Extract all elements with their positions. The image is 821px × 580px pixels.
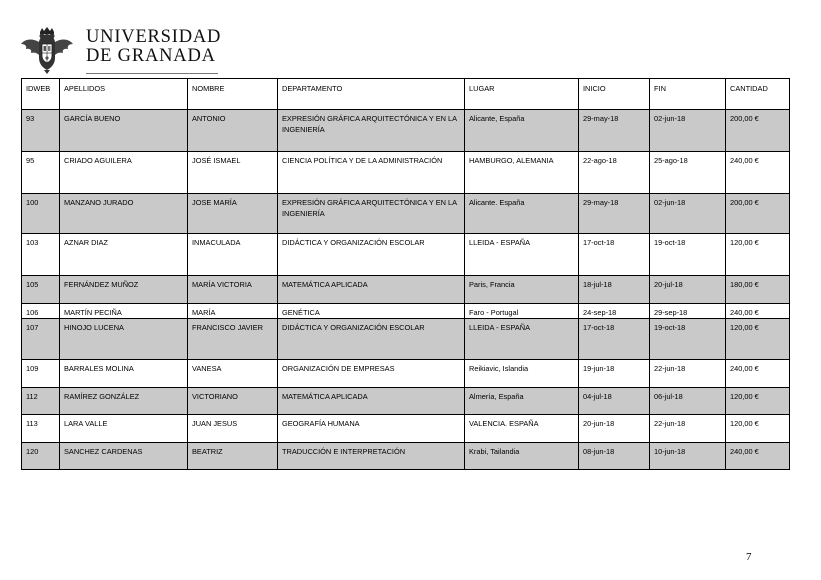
cell-inicio: 17-oct-18: [579, 319, 650, 360]
cell-apellidos: HINOJO LUCENA: [60, 319, 188, 360]
cell-inicio: 20-jun-18: [579, 415, 650, 443]
column-header-cantidad: CANTIDAD: [726, 79, 790, 110]
cell-inicio: 29-may-18: [579, 194, 650, 234]
cell-lugar: HAMBURGO, ALEMANIA: [465, 152, 579, 194]
cell-cantidad: 200,00 €: [726, 110, 790, 152]
cell-nombre: VICTORIANO: [188, 388, 278, 415]
cell-fin: 06-jul-18: [650, 388, 726, 415]
cell-idweb: 109: [22, 360, 60, 388]
table-row: [22, 152, 790, 194]
university-name-line1: UNIVERSIDAD: [86, 27, 222, 47]
cell-apellidos: AZNAR DIAZ: [60, 234, 188, 276]
cell-idweb: 103: [22, 234, 60, 276]
column-header-fin: FIN: [650, 79, 726, 110]
cell-nombre: MARÍA: [188, 304, 278, 319]
cell-inicio: 24-sep-18: [579, 304, 650, 319]
table-row: [22, 443, 790, 470]
university-header: [18, 22, 222, 78]
cell-fin: 19-oct-18: [650, 319, 726, 360]
cell-apellidos: MARTÍN PECIÑA: [60, 304, 188, 319]
column-header-nombre: NOMBRE: [188, 79, 278, 110]
cell-inicio: 22-ago-18: [579, 152, 650, 194]
cell-cantidad: 200,00 €: [726, 194, 790, 234]
column-header-departamento: DEPARTAMENTO: [278, 79, 465, 110]
cell-departamento: EXPRESIÓN GRÁFICA ARQUITECTÓNICA Y EN LA INGENIERÍA: [278, 194, 465, 234]
cell-departamento: CIENCIA POLÍTICA Y DE LA ADMINISTRACIÓN: [278, 152, 465, 194]
cell-nombre: ANTONIO: [188, 110, 278, 152]
cell-cantidad: 240,00 €: [726, 360, 790, 388]
cell-lugar: VALENCIA. ESPAÑA: [465, 415, 579, 443]
cell-departamento: DIDÁCTICA Y ORGANIZACIÓN ESCOLAR: [278, 234, 465, 276]
cell-fin: 02-jun-18: [650, 110, 726, 152]
cell-idweb: 113: [22, 415, 60, 443]
column-header-idweb: IDWEB: [22, 79, 60, 110]
column-header-apellidos: APELLIDOS: [60, 79, 188, 110]
cell-lugar: Faro - Portugal: [465, 304, 579, 319]
cell-departamento: GENÉTICA: [278, 304, 465, 319]
table-row: [22, 194, 790, 234]
cell-nombre: JOSE MARÍA: [188, 194, 278, 234]
table-row: [22, 110, 790, 152]
table-header-row: [22, 79, 790, 110]
cell-fin: 25-ago-18: [650, 152, 726, 194]
table-row: [22, 319, 790, 360]
cell-departamento: MATEMÁTICA APLICADA: [278, 276, 465, 304]
cell-idweb: 93: [22, 110, 60, 152]
table-row: [22, 304, 790, 319]
cell-cantidad: 120,00 €: [726, 388, 790, 415]
grants-table: [21, 78, 790, 470]
cell-idweb: 95: [22, 152, 60, 194]
cell-nombre: JOSÉ ISMAEL: [188, 152, 278, 194]
cell-apellidos: CRIADO AGUILERA: [60, 152, 188, 194]
cell-lugar: Krabi, Tailandia: [465, 443, 579, 470]
table-row: [22, 415, 790, 443]
cell-fin: 22-jun-18: [650, 360, 726, 388]
table-row: [22, 276, 790, 304]
cell-nombre: MARÍA VICTORIA: [188, 276, 278, 304]
cell-apellidos: MANZANO JURADO: [60, 194, 188, 234]
table-row: [22, 360, 790, 388]
cell-cantidad: 240,00 €: [726, 152, 790, 194]
table-row: [22, 388, 790, 415]
cell-cantidad: 120,00 €: [726, 415, 790, 443]
cell-departamento: EXPRESIÓN GRÁFICA ARQUITECTÓNICA Y EN LA INGENIERÍA: [278, 110, 465, 152]
cell-lugar: Reikiavic, Islandia: [465, 360, 579, 388]
cell-cantidad: 120,00 €: [726, 234, 790, 276]
cell-fin: 22-jun-18: [650, 415, 726, 443]
cell-apellidos: BARRALES MOLINA: [60, 360, 188, 388]
column-header-inicio: INICIO: [579, 79, 650, 110]
cell-idweb: 100: [22, 194, 60, 234]
header-underline: [86, 73, 218, 74]
cell-idweb: 120: [22, 443, 60, 470]
column-header-lugar: LUGAR: [465, 79, 579, 110]
cell-idweb: 112: [22, 388, 60, 415]
cell-fin: 02-jun-18: [650, 194, 726, 234]
cell-departamento: TRADUCCIÓN E INTERPRETACIÓN: [278, 443, 465, 470]
cell-inicio: 19-jun-18: [579, 360, 650, 388]
cell-idweb: 107: [22, 319, 60, 360]
cell-departamento: ORGANIZACIÓN DE EMPRESAS: [278, 360, 465, 388]
cell-nombre: VANESA: [188, 360, 278, 388]
cell-cantidad: 240,00 €: [726, 443, 790, 470]
cell-cantidad: 120,00 €: [726, 319, 790, 360]
university-name: [86, 28, 221, 66]
cell-cantidad: 240,00 €: [726, 304, 790, 319]
cell-fin: 20-jul-18: [650, 276, 726, 304]
cell-inicio: 04-jul-18: [579, 388, 650, 415]
cell-nombre: BEATRIZ: [188, 443, 278, 470]
cell-nombre: INMACULADA: [188, 234, 278, 276]
cell-lugar: Almería, España: [465, 388, 579, 415]
cell-fin: 29-sep-18: [650, 304, 726, 319]
cell-lugar: LLEIDA - ESPAÑA: [465, 234, 579, 276]
cell-inicio: 17-oct-18: [579, 234, 650, 276]
cell-inicio: 08-jun-18: [579, 443, 650, 470]
cell-idweb: 106: [22, 304, 60, 319]
cell-nombre: JUAN JESUS: [188, 415, 278, 443]
cell-departamento: MATEMÁTICA APLICADA: [278, 388, 465, 415]
cell-lugar: Alicante. España: [465, 194, 579, 234]
university-name-line2: DE GRANADA: [86, 46, 216, 66]
cell-lugar: Alicante, España: [465, 110, 579, 152]
cell-cantidad: 180,00 €: [726, 276, 790, 304]
cell-fin: 10-jun-18: [650, 443, 726, 470]
cell-nombre: FRANCISCO JAVIER: [188, 319, 278, 360]
cell-departamento: DIDÁCTICA Y ORGANIZACIÓN ESCOLAR: [278, 319, 465, 360]
cell-apellidos: GARCÍA BUENO: [60, 110, 188, 152]
cell-inicio: 29-may-18: [579, 110, 650, 152]
university-crest-icon: [18, 26, 76, 76]
page-number: 7: [746, 551, 752, 563]
cell-apellidos: FERNÁNDEZ MUÑOZ: [60, 276, 188, 304]
cell-idweb: 105: [22, 276, 60, 304]
cell-apellidos: LARA VALLE: [60, 415, 188, 443]
cell-departamento: GEOGRAFÍA HUMANA: [278, 415, 465, 443]
cell-lugar: Paris, Francia: [465, 276, 579, 304]
cell-inicio: 18-jul-18: [579, 276, 650, 304]
cell-fin: 19-oct-18: [650, 234, 726, 276]
table-row: [22, 234, 790, 276]
cell-apellidos: RAMÍREZ GONZÁLEZ: [60, 388, 188, 415]
cell-lugar: LLEIDA - ESPAÑA: [465, 319, 579, 360]
cell-apellidos: SANCHEZ CARDENAS: [60, 443, 188, 470]
